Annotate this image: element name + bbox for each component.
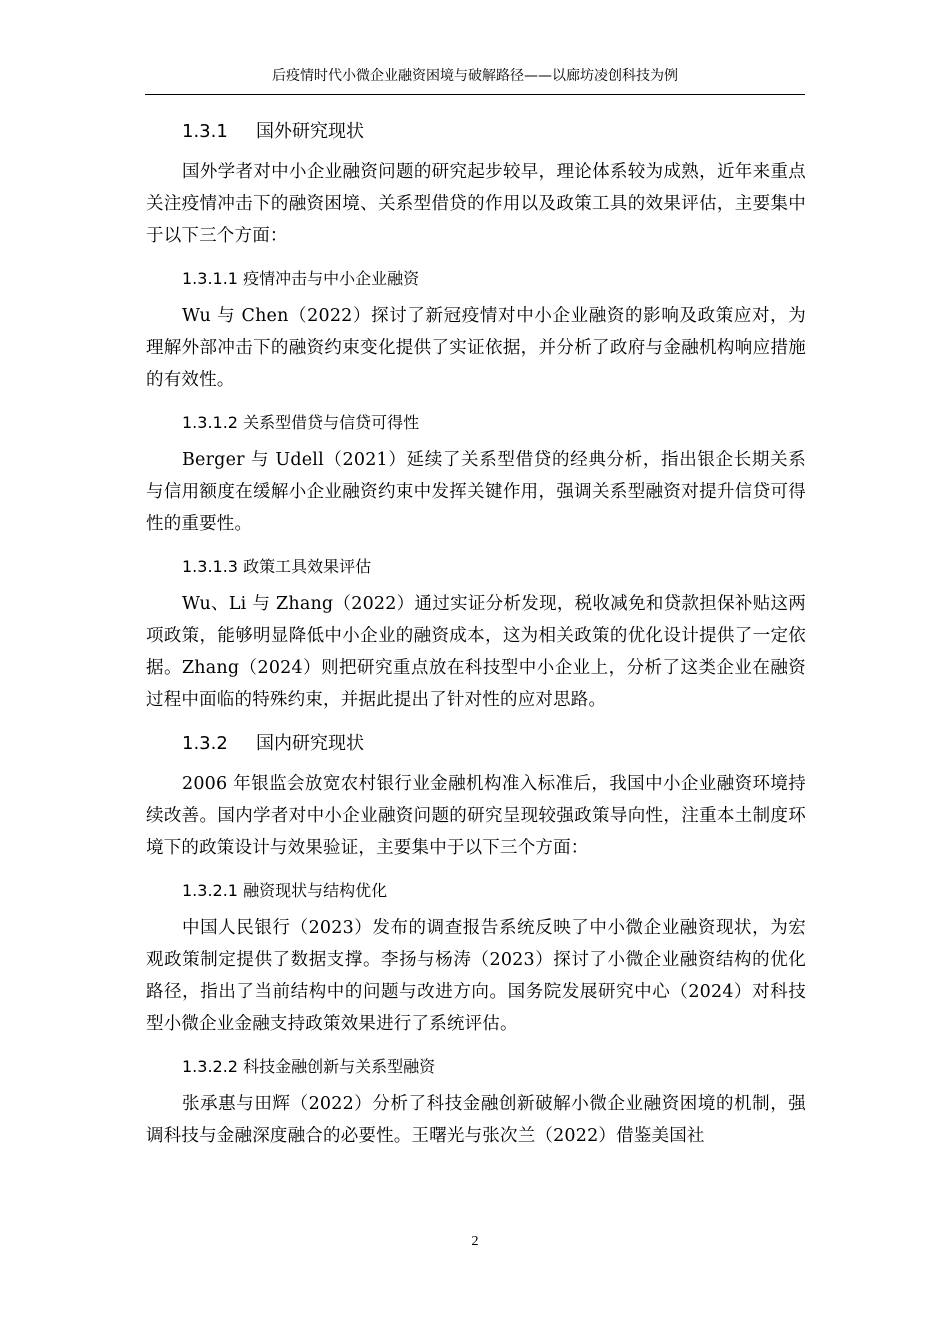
section-heading-1-3-1 (182, 116, 806, 148)
subsection-heading-1-3-1-1: 1.3.1.1 疫情冲击与中小企业融资 (182, 269, 420, 288)
paragraph: 国外学者对中小企业融资问题的研究起步较早，理论体系较为成熟，近年来重点关注疫情冲击下的融资困境、关系型借贷的作用以及政策工具的效果评估，主要集中于以下三个方面： (146, 162, 806, 246)
section-number: 1.3.2 (182, 733, 228, 754)
paragraph: Wu、Li 与 Zhang（2022）通过实证分析发现，税收减免和贷款担保补贴这两项政策，能够明显降低中小企业的融资成本，这为相关政策的优化设计提供了一定依据。Zhang（2024）则把研究重点放在科技型中小企业上，分析了这类企业在融资过程中面临的特殊约束，并据此提出了针对性的应对思路。 (146, 594, 806, 710)
subsection-heading-1-3-1-2: 1.3.1.2 关系型借贷与信贷可得性 (182, 413, 420, 432)
paragraph: 张承惠与田辉（2022）分析了科技金融创新破解小微企业融资困境的机制，强调科技与金融深度融合的必要性。王曙光与张次兰（2022）借鉴美国社 (146, 1094, 806, 1146)
subsection-heading-1-3-2-2: 1.3.2.2 科技金融创新与关系型融资 (182, 1057, 436, 1076)
page-number: 2 (471, 1234, 479, 1249)
subsection-heading-1-3-1-3: 1.3.1.3 政策工具效果评估 (182, 557, 372, 576)
section-number: 1.3.1 (182, 121, 228, 142)
paragraph: Berger 与 Udell（2021）延续了关系型借贷的经典分析，指出银企长期关系与信用额度在缓解小企业融资约束中发挥关键作用，强调关系型融资对提升信贷可得性的重要性。 (146, 450, 806, 534)
subsection-heading-1-3-2-1: 1.3.2.1 融资现状与结构优化 (182, 881, 388, 900)
header-divider (145, 94, 805, 95)
paragraph: 2006 年银监会放宽农村银行业金融机构准入标准后，我国中小企业融资环境持续改善。国内学者对中小企业融资问题的研究呈现较强政策导向性，注重本土制度环境下的政策设计与效果验证，主要集中于以下三个方面： (146, 774, 806, 858)
paragraph: 中国人民银行（2023）发布的调查报告系统反映了中小微企业融资现状，为宏观政策制定提供了数据支撑。李扬与杨涛（2023）探讨了小微企业融资结构的优化路径，指出了当前结构中的问题与改进方向。国务院发展研究中心（2024）对科技型小微企业金融支持政策效果进行了系统评估。 (146, 918, 806, 1034)
running-header (0, 66, 950, 86)
page-body (146, 116, 806, 1152)
section-heading-1-3-2 (182, 728, 806, 760)
page-footer (0, 1234, 950, 1250)
section-title: 国外研究现状 (256, 121, 364, 142)
running-title: 后疫情时代小微企业融资困境与破解路径——以廊坊凌创科技为例 (272, 68, 678, 84)
section-title: 国内研究现状 (256, 733, 364, 754)
paragraph: Wu 与 Chen（2022）探讨了新冠疫情对中小企业融资的影响及政策应对，为理解外部冲击下的融资约束变化提供了实证依据，并分析了政府与金融机构响应措施的有效性。 (146, 306, 806, 390)
